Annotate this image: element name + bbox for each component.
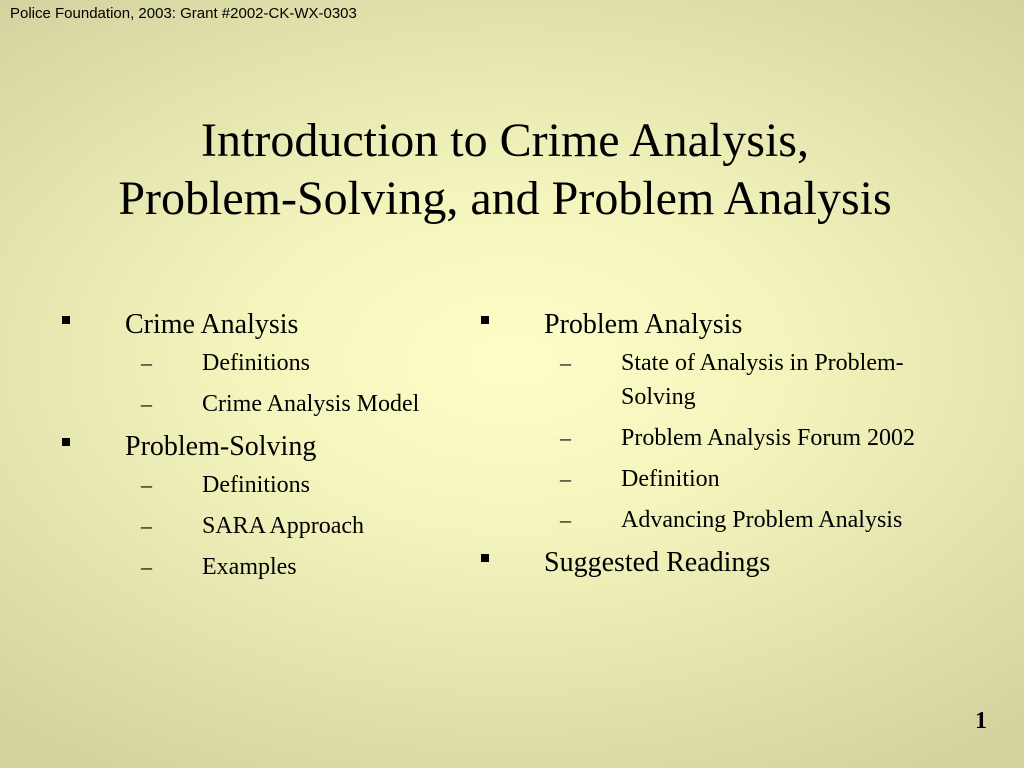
square-bullet-icon [62,438,70,446]
sub-item-label: Definitions [202,350,310,376]
bullet-item [481,308,1001,537]
dash-bullet-icon: – [141,513,152,538]
sub-item [544,421,969,455]
sub-item [544,503,969,537]
dash-bullet-icon: – [141,391,152,416]
dash-bullet-icon: – [141,350,152,375]
slide-title-line-2: Problem-Solving, and Problem Analysis [118,172,892,225]
slide-title-line-1: Introduction to Crime Analysis, [201,114,809,167]
bullet-label: Crime Analysis [125,309,299,340]
dash-bullet-icon: – [141,554,152,579]
dash-bullet-icon: – [560,350,571,375]
dash-bullet-icon: – [141,472,152,497]
sub-item-label: Examples [202,554,297,580]
bullet-item [62,308,462,421]
bullet-label: Problem-Solving [125,431,317,462]
header-note: Police Foundation, 2003: Grant #2002-CK-WX-0303 [10,5,357,22]
sub-item [125,550,442,584]
dash-bullet-icon: – [560,466,571,491]
square-bullet-icon [62,316,70,324]
sub-list [544,346,1001,537]
sub-item-label: Problem Analysis Forum 2002 [621,425,916,451]
sub-item-label: Definitions [202,472,310,498]
page-number: 1 [975,708,987,734]
sub-item-label: Crime Analysis Model [202,391,420,417]
sub-item-label: Definition [621,466,720,492]
dash-bullet-icon: – [560,507,571,532]
sub-item-label: SARA Approach [202,513,364,539]
right-column [481,308,1001,580]
square-bullet-icon [481,316,489,324]
dash-bullet-icon: – [560,425,571,450]
bullet-item [62,430,462,584]
sub-item [125,468,442,502]
sub-list [125,346,462,421]
sub-list [125,468,462,584]
slide-title [0,112,1010,228]
sub-item [544,462,969,496]
sub-item-label: Advancing Problem Analysis [621,507,903,533]
sub-item [544,346,969,414]
sub-item [125,387,442,421]
bullet-item [481,546,1001,580]
bullet-label: Suggested Readings [544,547,771,578]
sub-item [125,346,442,380]
bullet-label: Problem Analysis [544,309,743,340]
square-bullet-icon [481,554,489,562]
sub-item-label: State of Analysis in Problem-Solving [621,350,904,410]
sub-item [125,509,442,543]
left-column [62,308,462,584]
